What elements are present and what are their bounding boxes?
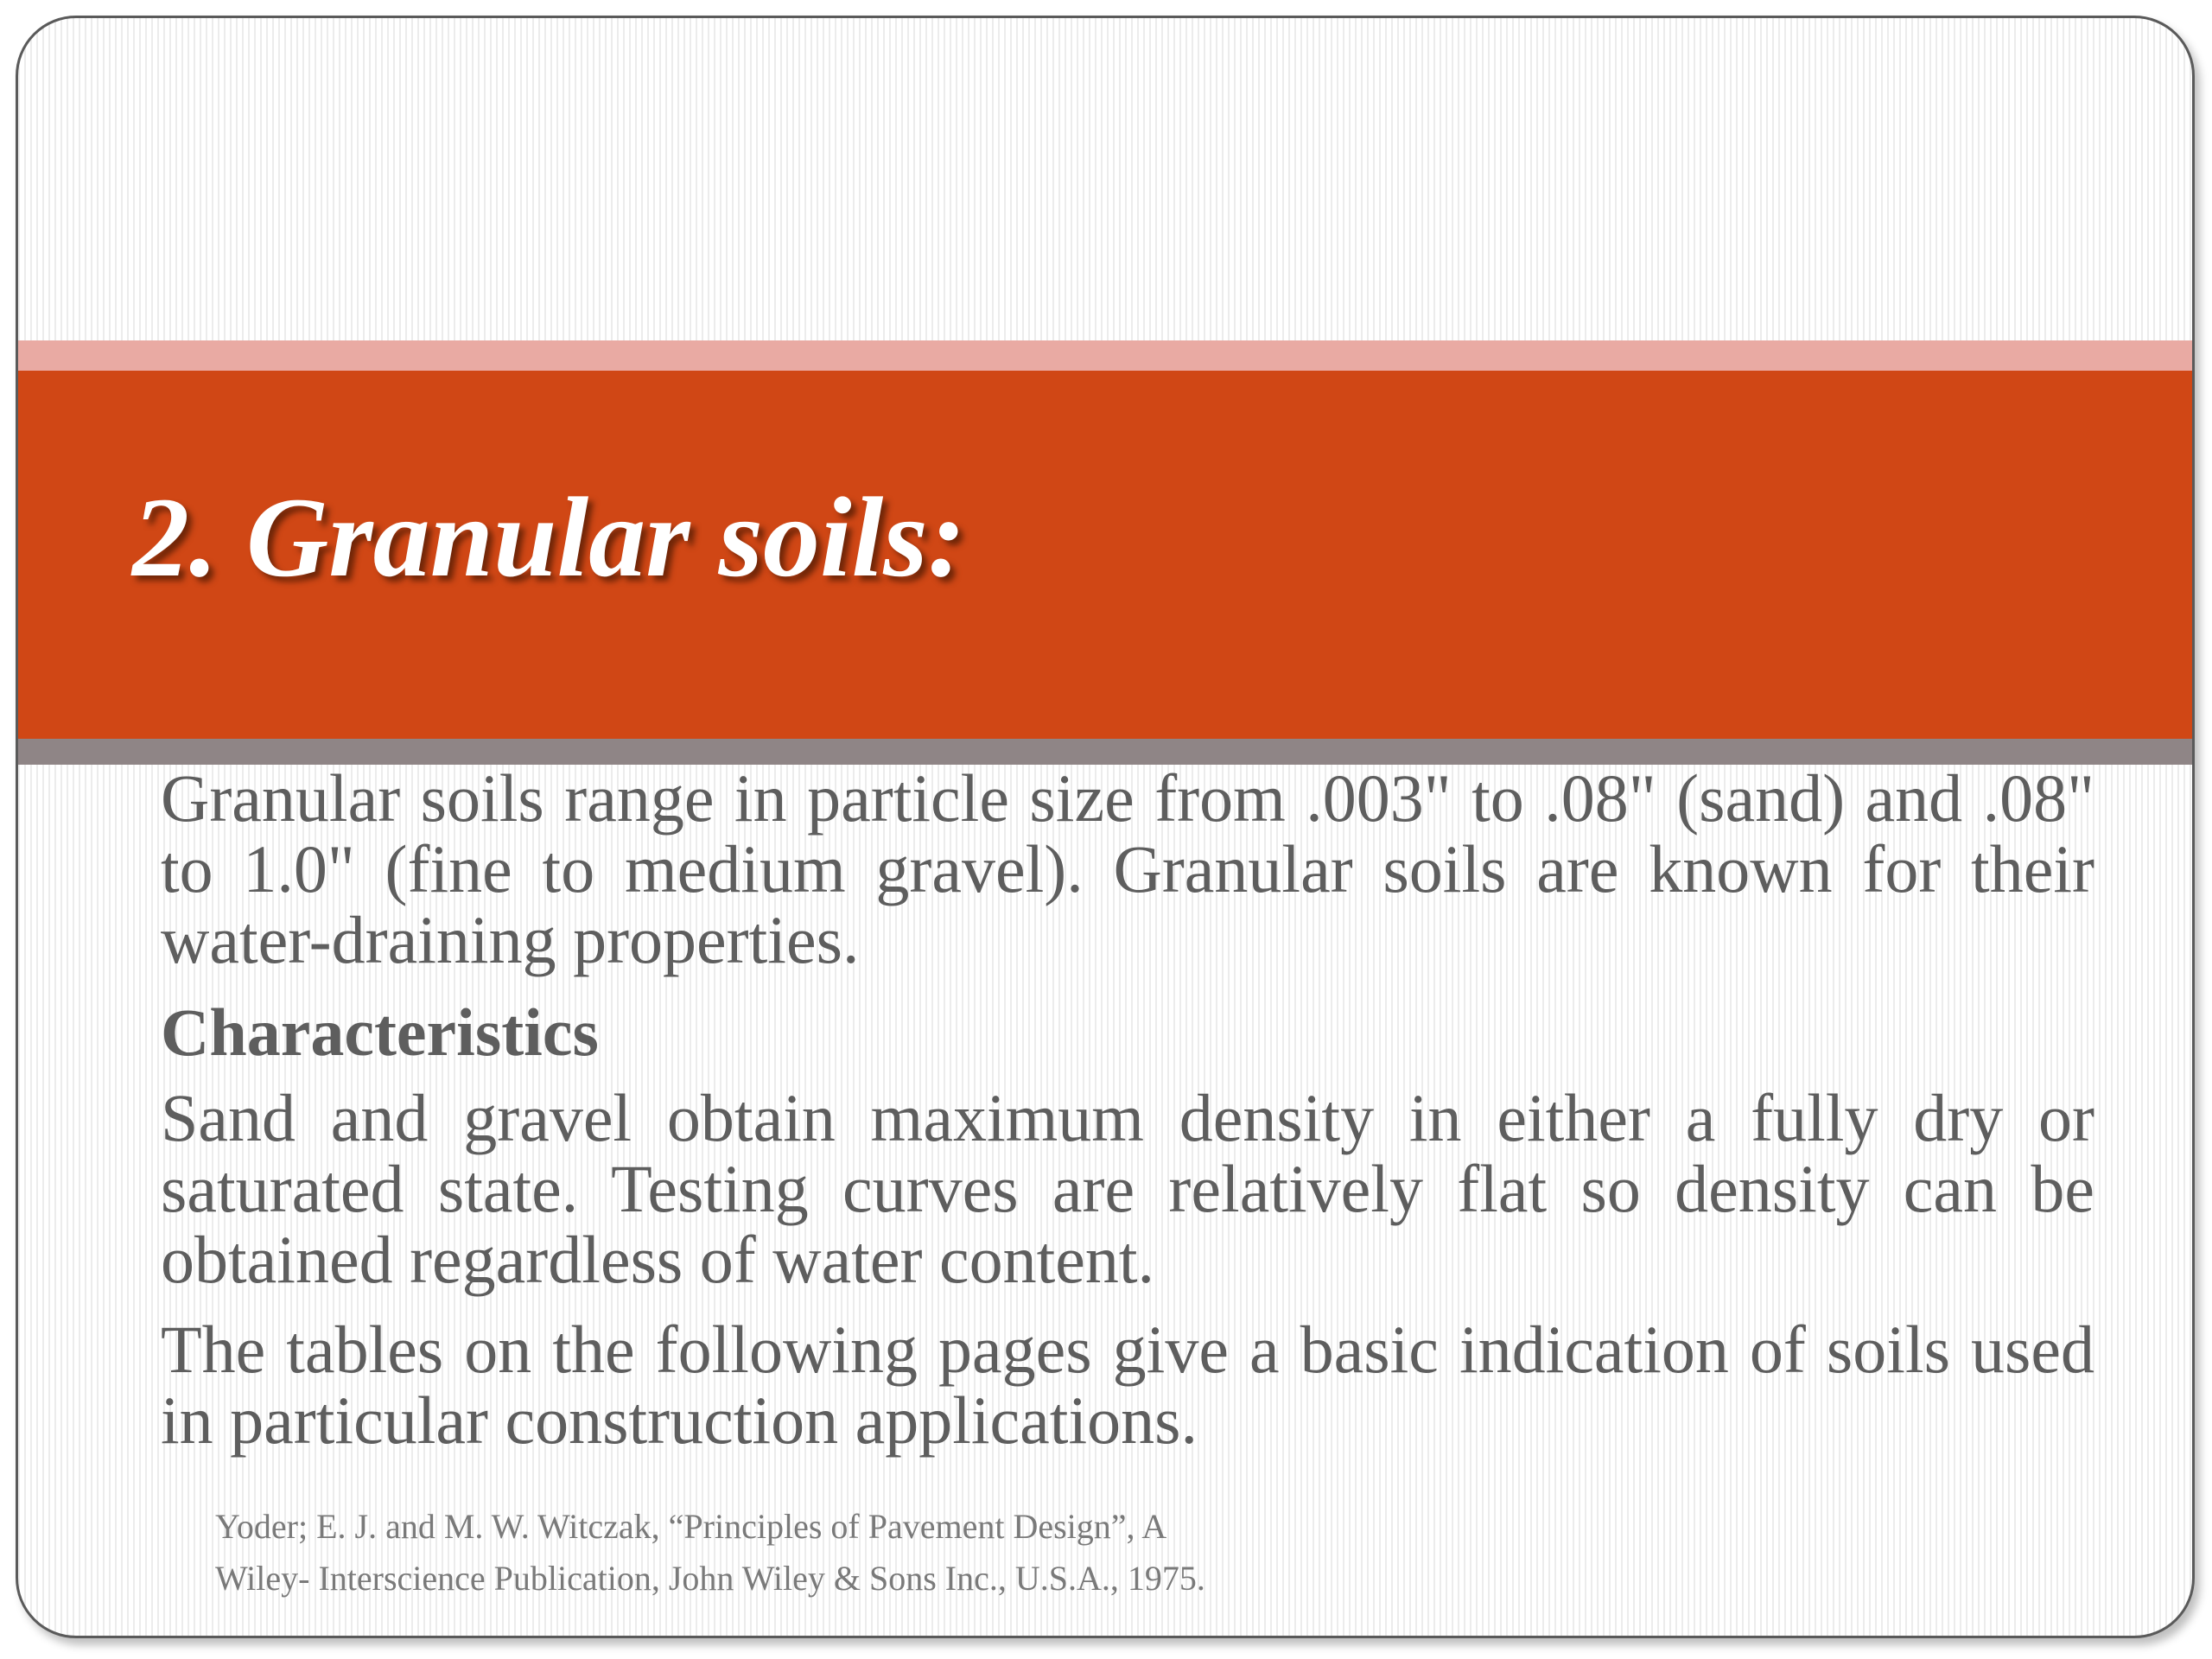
slide — [16, 16, 2195, 1638]
slide-body — [161, 760, 2094, 1458]
tables-note-paragraph: The tables on the following pages give a basic indication of soils used in particular construction applications. — [161, 1312, 2094, 1458]
reference-line-2: Wiley- Interscience Publication, John Wiley & Sons Inc., U.S.A., 1975. — [215, 1559, 1205, 1598]
reference-line-1: Yoder; E. J. and M. W. Witczak, “Principles of Pavement Design”, A — [215, 1507, 1167, 1546]
title-top-stripe — [18, 340, 2192, 371]
reference-citation — [215, 1501, 1205, 1605]
slide-title: 2. Granular soils: — [132, 474, 966, 601]
intro-paragraph: Granular soils range in particle size from .003" to .08" (sand) and .08" to 1.0" (fine to medium gravel). Granular soils are known for their water-draining properties. — [161, 760, 2094, 977]
characteristics-paragraph: Sand and gravel obtain maximum density in either a fully dry or saturated state. Testing curves are relatively flat so density can be obtained regardless of water content. — [161, 1080, 2094, 1297]
characteristics-heading: Characteristics — [161, 995, 599, 1070]
